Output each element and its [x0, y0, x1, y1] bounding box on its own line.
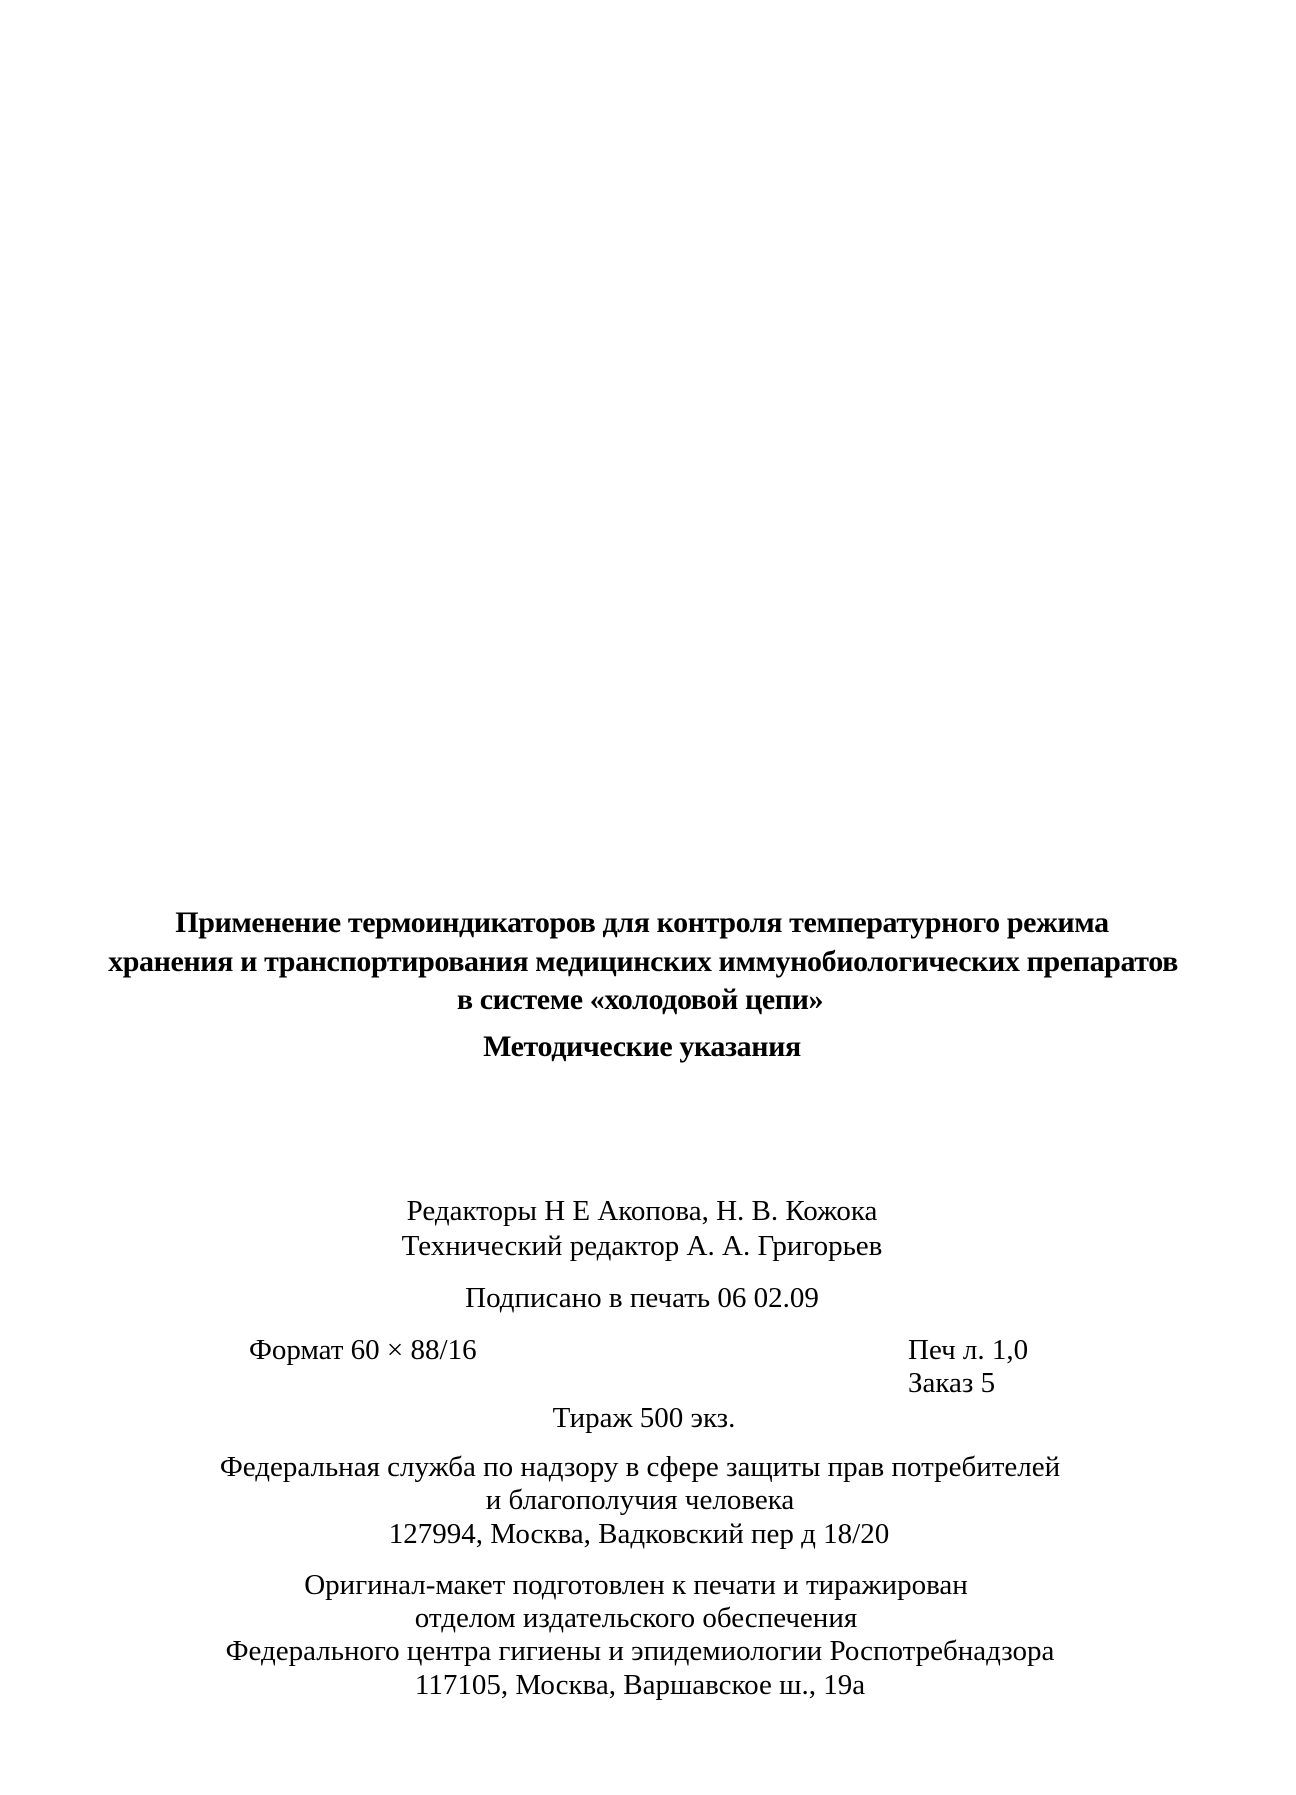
printed-sheets: Печ л. 1,0 — [908, 1334, 1029, 1366]
publisher-line-1: Федеральная служба по надзору в сфере защиты прав потребителей — [219, 1451, 1061, 1483]
signed-for-print: Подписано в печать 06 02.09 — [465, 1282, 819, 1314]
document-subtitle: Методические указания — [483, 1030, 801, 1063]
printer-line-1: Оригинал-макет подготовлен к печати и тиражирован — [304, 1569, 968, 1601]
printer-line-2: отделом издательского обеспечения — [414, 1602, 858, 1634]
title-line-3: в системе «холодовой цепи» — [456, 983, 824, 1016]
printer-line-3: Федерального центра гигиены и эпидемиологии Роспотребнадзора — [225, 1635, 1055, 1667]
title-line-2: хранения и транспортирования медицинских иммунобиологических препаратов — [108, 945, 1178, 978]
publisher-address: 127994, Москва, Вадковский пер д 18/20 — [388, 1518, 890, 1550]
title-line-1: Применение термоиндикаторов для контроля температурного режима — [175, 906, 1109, 939]
publisher-line-2: и благополучия человека — [485, 1484, 795, 1516]
paper-format: Формат 60 × 88/16 — [249, 1334, 477, 1366]
tech-editor-line: Технический редактор А. А. Григорьев — [401, 1230, 883, 1262]
order-number: Заказ 5 — [908, 1367, 996, 1399]
editors-line: Редакторы Н Е Акопова, Н. В. Кожока — [406, 1195, 878, 1227]
printer-address: 117105, Москва, Варшавское ш., 19а — [414, 1669, 866, 1701]
print-run: Тираж 500 экз. — [552, 1402, 736, 1434]
